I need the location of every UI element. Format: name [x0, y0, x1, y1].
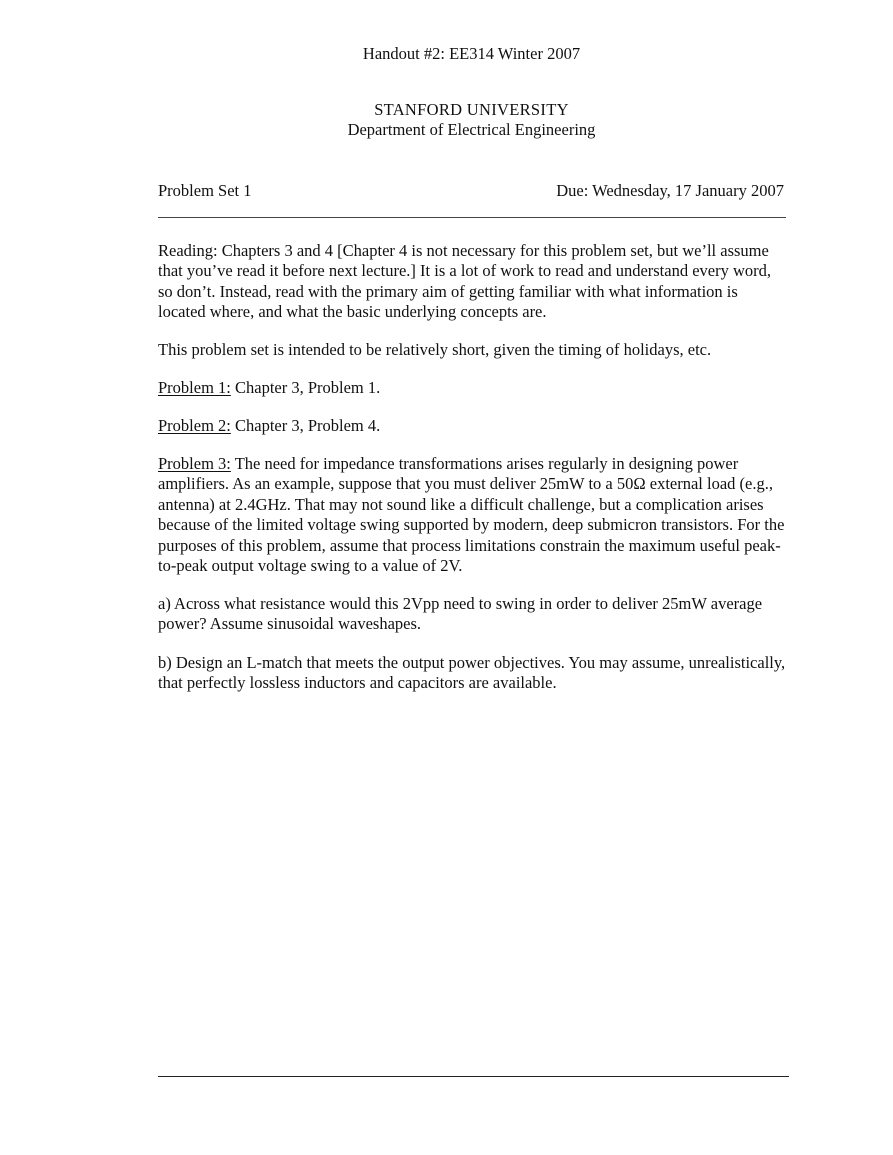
- problem-2: [158, 416, 788, 436]
- problem-3-part-b: b) Design an L-match that meets the output power objectives. You may assume, unrealistically, that perfectly lossless inductors and capacitors are available.: [158, 653, 786, 693]
- problem-1-text: Chapter 3, Problem 1.: [230, 378, 381, 397]
- problem-3-text: The need for impedance transformations arises regularly in designing power amplifiers. As an example, suppose that you must deliver 25mW to a 50Ω external load (e.g., antenna) at 2.4GHz. That may not sound like a difficult challenge, but a complication arises because of the limited voltage swing supported by modern, deep submicron transistors. For the purposes of this problem, assume that process limitations constrain the maximum useful peak-to-peak output voltage swing to a value of 2V.: [158, 454, 785, 576]
- problem-set-title: Problem Set 1: [158, 181, 252, 200]
- intro-paragraph: This problem set is intended to be relatively short, given the timing of holidays, etc.: [158, 340, 712, 359]
- problem-set-header: [158, 181, 784, 201]
- problem-3-label: Problem 3:: [158, 454, 231, 473]
- reading-paragraph: Reading: Chapters 3 and 4 [Chapter 4 is not necessary for this problem set, but we’ll assume that you’ve read it before next lecture.] It is a lot of work to read and understand every word, so don’t. Instead, read with the primary aim of getting familiar with what information is located where, and what the basic underlying concepts are.: [158, 241, 772, 322]
- header-divider: [158, 217, 786, 218]
- problem-3-part-a: a) Across what resistance would this 2Vpp need to swing in order to deliver 25mW average power? Assume sinusoidal waveshapes.: [158, 594, 763, 634]
- handout-title: Handout #2: EE314 Winter 2007: [362, 44, 581, 63]
- due-date: Due: Wednesday, 17 January 2007: [556, 181, 784, 200]
- problem-3: [158, 454, 788, 576]
- problem-1: [158, 378, 788, 398]
- department-name: Department of Electrical Engineering: [347, 120, 596, 139]
- problem-2-text: Chapter 3, Problem 4.: [230, 416, 381, 435]
- problem-1-label: Problem 1:: [158, 378, 231, 397]
- footer-divider: [158, 1076, 789, 1077]
- university-name: STANFORD UNIVERSITY: [374, 100, 569, 119]
- problem-2-label: Problem 2:: [158, 416, 231, 435]
